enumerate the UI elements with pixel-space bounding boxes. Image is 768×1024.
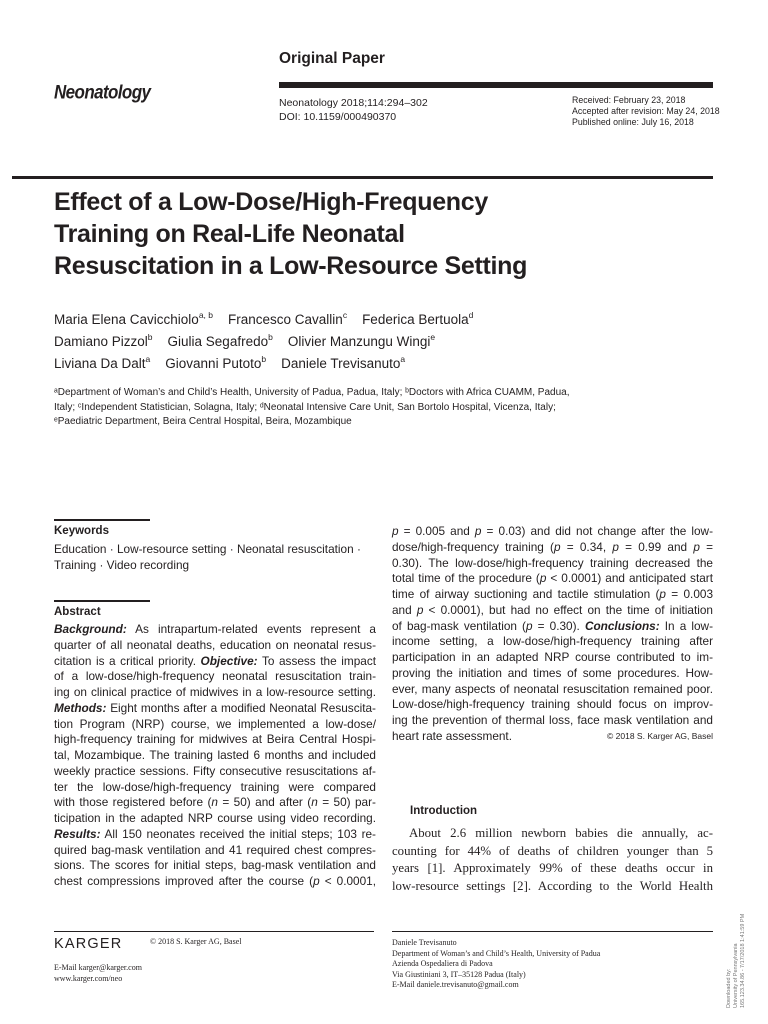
publisher-website-link[interactable]: www.karger.com/neo bbox=[54, 973, 123, 983]
author-list bbox=[54, 309, 694, 375]
abstract-line bbox=[392, 729, 713, 745]
received-date: Received: February 23, 2018 bbox=[572, 95, 686, 105]
author-affiliation-mark: a, b bbox=[198, 310, 214, 320]
affiliation-line: ᵉPaediatric Department, Beira Central Hospital, Beira, Mozambique bbox=[54, 416, 352, 427]
keywords-list bbox=[54, 541, 374, 573]
introduction-text bbox=[392, 825, 713, 895]
publisher-contact bbox=[54, 963, 142, 984]
author-line bbox=[54, 353, 694, 375]
abstract-line: sions. The scores for initial steps, bag-mask ventilation and bbox=[54, 858, 376, 873]
section-label: Original Paper bbox=[279, 50, 385, 67]
abstract-line: of bag-mask ventilation (p = 0.30). Conclusions: In a low- bbox=[392, 618, 713, 633]
accepted-date: Accepted after revision: May 24, 2018 bbox=[572, 106, 720, 116]
correspondence-line: Department of Woman’s and Child’s Health, University of Padua bbox=[392, 948, 601, 958]
author-affiliation-mark: d bbox=[468, 310, 474, 320]
doi-link[interactable]: DOI: 10.1159/000490370 bbox=[279, 111, 397, 123]
download-stamp-line: Downloaded by: bbox=[726, 968, 732, 1008]
abstract-line: of a low-dose/high-frequency neonatal resuscitation train- bbox=[54, 669, 376, 684]
author-affiliation-mark: b bbox=[268, 332, 273, 342]
author-name: Damiano Pizzol$^b$ bbox=[54, 332, 153, 349]
publisher-logo[interactable]: KARGER bbox=[54, 936, 123, 952]
abstract-line: ing the prevention of thermal loss, face mask ventilation and bbox=[392, 713, 713, 727]
title-line: Effect of a Low-Dose/High-Frequency bbox=[54, 188, 488, 216]
footer-copyright: © 2018 S. Karger AG, Basel bbox=[150, 937, 242, 946]
author-affiliation-mark: b bbox=[261, 354, 267, 364]
correspondence-address bbox=[392, 938, 600, 991]
author-affiliation-mark: a bbox=[145, 354, 151, 364]
article-title bbox=[54, 186, 694, 282]
abstract-heading: Abstract bbox=[54, 606, 101, 618]
correspondence-line: Azienda Ospedaliera di Padova bbox=[392, 959, 493, 968]
citation-block bbox=[279, 96, 428, 124]
publisher-email-link[interactable]: E-Mail karger@karger.com bbox=[54, 963, 142, 972]
affiliations bbox=[54, 386, 714, 430]
download-stamp-line: University of Pennsylvania bbox=[733, 943, 739, 1008]
title-rule bbox=[12, 176, 713, 179]
citation: Neonatology 2018;114:294–302 bbox=[279, 97, 428, 109]
abstract-line: citation is a critical priority. Objective: To assess the impact bbox=[54, 653, 376, 668]
download-stamp-line: 165.123.34.86 - 7/17/2018 1:41:59 PM bbox=[740, 913, 746, 1008]
abstract-line: quarter of all neonatal deaths, education on neonatal resus- bbox=[54, 637, 376, 652]
correspondence-email-link[interactable]: E-Mail daniele.trevisanuto@gmail.com bbox=[392, 980, 519, 989]
footer-rule bbox=[54, 931, 374, 932]
abstract-line: high-frequency training for midwives at Beira Central Hospi- bbox=[54, 732, 376, 747]
affiliation-line: Italy; ᶜIndependent Statistician, Solagna, Italy; ᵈNeonatal Intensive Care Unit, San Bortolo Hospital, Vicenza, Italy; bbox=[54, 401, 556, 413]
abstract-line: total time of the procedure (p < 0.0001) and anticipated start bbox=[392, 571, 713, 586]
keywords-heading: Keywords bbox=[54, 525, 109, 537]
abstract-left-column bbox=[54, 622, 376, 890]
abstract-line: dose/high-frequency training (p = 0.34, p = 0.99 and p = bbox=[392, 539, 713, 554]
abstract-line: participation in an adapted NRP course contributed to im- bbox=[392, 650, 713, 664]
abstract-line: Results: All 150 neonates received the initial steps; 103 re- bbox=[54, 826, 376, 841]
author-name: Giovanni Putoto$^b$ bbox=[165, 354, 267, 371]
author-affiliation-mark: a bbox=[400, 354, 406, 364]
abstract-copyright: © 2018 S. Karger AG, Basel bbox=[607, 730, 713, 741]
abstract-rule bbox=[54, 600, 150, 602]
abstract-right-column bbox=[392, 524, 713, 745]
author-name: Francesco Cavallin$^c$ bbox=[228, 310, 348, 327]
introduction-line: About 2.6 million newborn babies die annually, ac- bbox=[409, 826, 713, 840]
correspondence-line: Daniele Trevisanuto bbox=[392, 938, 457, 947]
author-line bbox=[54, 309, 694, 331]
author-affiliation-mark: b bbox=[147, 332, 153, 342]
title-line: Resuscitation in a Low-Resource Setting bbox=[54, 252, 528, 280]
abstract-line: p = 0.005 and p = 0.03) and did not change after the low- bbox=[392, 524, 714, 538]
introduction-line: counting for 44% of deaths of children younger than 5 bbox=[392, 843, 713, 858]
introduction-line: years [1]. Approximately 99% of these deaths occur in bbox=[392, 861, 713, 875]
abstract-line: ter the low-dose/high-frequency training were compared bbox=[54, 779, 376, 794]
keywords-line: Training · Video recording bbox=[54, 558, 190, 572]
affiliation-line: ᵃDepartment of Woman’s and Child’s Health, University of Padua, Padua, Italy; ᵇDoctors with Africa CUAMM, Padua, bbox=[54, 387, 570, 398]
abstract-line: chest compressions improved after the course (p < 0.0001, bbox=[54, 874, 376, 888]
abstract-line: quired bag-mask ventilation and 41 required chest compres- bbox=[54, 842, 376, 857]
header-rule bbox=[279, 82, 713, 88]
download-stamp bbox=[726, 914, 747, 1008]
abstract-line: tion Program (NRP) course, we implemented a low-dose/ bbox=[54, 716, 376, 731]
abstract-line: weekly practice sessions. Fifty consecutive resuscitations af- bbox=[54, 763, 376, 778]
abstract-line: with those registered before (n = 50) and after (n = 50) par- bbox=[54, 795, 376, 810]
introduction-heading: Introduction bbox=[410, 805, 478, 817]
abstract-line: 0.30). The low-dose/high-frequency training decreased the bbox=[392, 555, 713, 570]
author-name: Federica Bertuola$^d$ bbox=[362, 310, 474, 327]
abstract-line: ever, many aspects of neonatal resuscitation remained poor. bbox=[392, 681, 713, 696]
article-dates bbox=[572, 95, 720, 128]
abstract-line: Methods: Eight months after a modified Neonatal Resuscita- bbox=[54, 700, 376, 715]
abstract-line: time of airway suctioning and tactile stimulation (p = 0.003 bbox=[392, 587, 714, 601]
abstract-line: tal, Mozambique. The training lasted 6 months and included bbox=[54, 748, 376, 762]
author-name: Giulia Segafredo$^b$ bbox=[167, 332, 273, 349]
published-date: Published online: July 16, 2018 bbox=[572, 117, 694, 127]
author-name: Daniele Trevisanuto$^a$ bbox=[281, 354, 406, 371]
journal-logo[interactable]: Neonatology bbox=[54, 81, 151, 103]
abstract-line: Low-dose/high-frequency training should focus on improv- bbox=[392, 697, 713, 712]
keywords-line: Education · Low-resource setting · Neonatal resuscitation · bbox=[54, 542, 361, 556]
author-name: Maria Elena Cavicchiolo$^{a, b}$ bbox=[54, 310, 214, 327]
abstract-line: ticipation in the adapted NRP course using video recording. bbox=[54, 811, 376, 825]
abstract-line: proving the initiation and times of some procedures. How- bbox=[392, 665, 713, 680]
author-line bbox=[54, 331, 694, 353]
author-name: Olivier Manzungu Wingi$^e$ bbox=[287, 332, 436, 349]
footer-rule bbox=[392, 931, 713, 932]
abstract-final-text: heart rate assessment. bbox=[392, 728, 512, 743]
abstract-line: income setting, a low-dose/high-frequency training after bbox=[392, 634, 713, 649]
author-affiliation-mark: c bbox=[342, 310, 348, 320]
correspondence-line: Via Giustiniani 3, IT–35128 Padua (Italy) bbox=[392, 969, 526, 979]
abstract-line: ing on clinical practice of midwives in a low-resource setting. bbox=[54, 685, 376, 699]
author-name: Liviana Da Dalt$^a$ bbox=[54, 354, 151, 371]
keywords-rule bbox=[54, 519, 150, 521]
author-affiliation-mark: e bbox=[430, 332, 436, 342]
abstract-line: Background: As intrapartum-related events represent a bbox=[54, 622, 376, 636]
abstract-line: and p < 0.0001), but had no effect on the time of initiation bbox=[392, 602, 713, 617]
introduction-line: low-resource settings [2]. According to the World Health bbox=[392, 878, 713, 893]
title-line: Training on Real-Life Neonatal bbox=[54, 220, 405, 248]
